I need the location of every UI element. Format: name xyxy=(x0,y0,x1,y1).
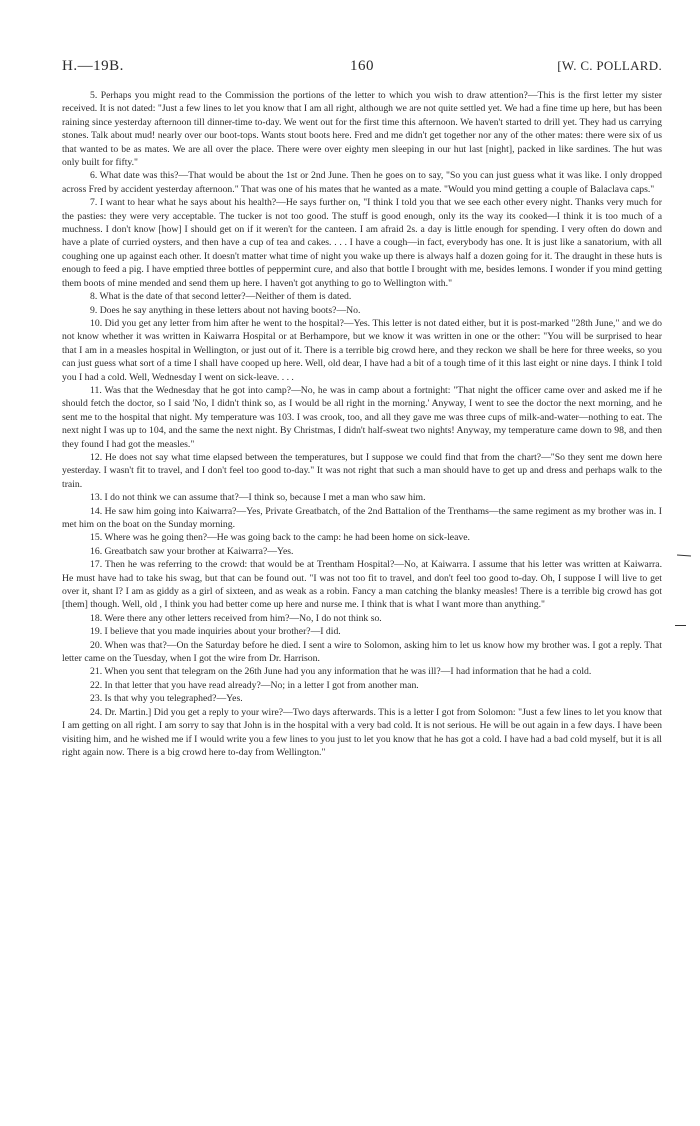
document-reference: H.—19B. xyxy=(62,58,124,74)
paragraph-17: 17. Then he was referring to the crowd: that would be at Trentham Hospital?—No, at Kaiwarra. I assume that his letter was written at Kaiwarra. He must have had to take his swag, but that can be found out. "I was not too fit to travel, and don't feel too good to-day. Oh, I suppose I will live to get over it, shant I? I am as giddy as a girl of sixteen, and as weak as a robin. Fancy a man catching the blanky measles! There is a terrible big crowd has got [them] though. Well, old , I think you had better come up here and nurse me. I think that is what I want more than anything." xyxy=(62,559,662,611)
paragraph-23: 23. Is that why you telegraphed?—Yes. xyxy=(90,693,243,705)
paragraph-21: 21. When you sent that telegram on the 26th June had you any information that he was ill?—I had information that he had a cold. xyxy=(90,666,592,678)
margin-mark xyxy=(677,555,691,557)
paragraph-6: 6. What date was this?—That would be about the 1st or 2nd June. Then he goes on to say, "So you can just guess what it was like. I only dropped across Fred by accident yesterday afternoon." That was one of his mates that he wanted as a mate. "Would you mind getting a couple of Balaclava caps." xyxy=(62,170,662,195)
paragraph-7: 7. I want to hear what he says about his health?—He says further on, "I think I told you that we see each other every night. Thanks very much for the pasties: they were very acceptable. The tucker is not too good. The stuff is good enough, only its the way its cooked—I think it is too much of a muchness. I don't know [how] I should get on if it weren't for the canteen. I am afraid 2s. a day is little enough for spending. I very often do down and have a plate of curried oysters, and then have a cup of tea and cakes. . . . I have a cough—in fact, everybody has one. It is just like a sanatorium, with all coughing one up against each other. It doesn't matter what time of night you wake up there is always half a dozen going for it. The draught in these huts is enough to feed a pig. I have emptied three bottles of peppermint cure, and also that bottle I brought with me, besides lemons. I wonder if you mind getting them boots of mine mended and send them up here. I haven't got anything to go to Wellington with." xyxy=(62,197,662,289)
margin-mark xyxy=(675,625,686,626)
page-body xyxy=(62,89,662,759)
witness-name: [W. C. POLLARD. xyxy=(557,58,662,73)
page-number: 160 xyxy=(350,58,374,74)
paragraph-8: 8. What is the date of that second letter?—Neither of them is dated. xyxy=(90,291,352,303)
paragraph-14: 14. He saw him going into Kaiwarra?—Yes, Private Greatbatch, of the 2nd Battalion of the Trenthams—the same regiment as my brother was in. I met him on the boat on the Sunday morning. xyxy=(62,505,662,530)
page-header xyxy=(62,58,662,75)
paragraph-20: 20. When was that?—On the Saturday before he died. I sent a wire to Solomon, asking him to let us know how my brother was. I got a reply. That letter came on the Tuesday, when I got the wire from Dr. Harrison. xyxy=(62,639,662,665)
paragraph-18: 18. Were there any other letters received from him?—No, I do not think so. xyxy=(90,612,382,624)
paragraph-24: 24. Dr. Martin.] Did you get a reply to your wire?—Two days afterwards. This is a letter I got from Solomon: "Just a few lines to let you know that I am getting on all right. I am sorry to say that John is in the hospital with a very bad cold. It is not serious. He will be out again in a few days. I have been visiting him, and he wished me if I would write you a few lines to you just to let you know that he has got a cold. I have had a bad cold myself, but it is all right again now. There is a big crowd here to-day from Wellington." xyxy=(62,706,662,758)
document-page xyxy=(62,58,662,759)
paragraph-11: 11. Was that the Wednesday that he got into camp?—No, he was in camp about a fortnight: "That night the officer came over and asked me if he should fetch the doctor, so I said 'No, I didn't think so, as I would be all right in the morning.' Anyway, I went to see the doctor the next morning, and he sent me to the hospital that night. My temperature was 103. I was crook, too, and all they gave me was three cups of milk-and-water—nothing to eat. The next night I was up to 104, and the same the next night. By Christmas, I didn't half-sweat two nights! Anyway, my temperature came down to 98, and then they found I had got the measles." xyxy=(62,384,662,450)
paragraph-19: 19. I believe that you made inquiries about your brother?—I did. xyxy=(90,626,341,638)
paragraph-13: 13. I do not think we can assume that?—I think so, because I met a man who saw him. xyxy=(90,492,426,504)
paragraph-15: 15. Where was he going then?—He was going back to the camp: he had been home on sick-leave. xyxy=(90,532,470,544)
paragraph-22: 22. In that letter that you have read already?—No; in a letter I got from another man. xyxy=(90,679,419,691)
paragraph-9: 9. Does he say anything in these letters about not having boots?—No. xyxy=(90,304,361,316)
paragraph-10: 10. Did you get any letter from him after he went to the hospital?—Yes. This letter is not dated either, but it is post-marked "28th June," and we do not know whether it was written in Kaiwarra Hospital or at Berhampore, but we know it was written in one or the other: "You will be surprised to hear that I am in a measles hospital in Wellington, or just out of it. There is a terrible big crowd here, and they reckon we shall be here for three weeks, so you can just guess what sort of a time I shall have cooped up here. Well, old dear, I have had a bit of a tough time of it this last eight or nine days. I think I told you I had a cold. Well, Wednesday I went on sick-leave. . . . xyxy=(62,317,662,383)
paragraph-5: 5. Perhaps you might read to the Commission the portions of the letter to which you wish to draw attention?—This is the first letter my sister received. It is not dated: "Just a few lines to let you know that I am all right, although we are not quite settled yet. We had a fine time up here, but has been raining since yesterday afternoon till dinner-time to-day. We went out for the first time this afternoon. We haven't started to drill yet. They had us carrying stones. Talk about mud! nearly over our boot-tops. Wants stout boots here. Fred and me didn't get together nor any of the other mates: there were six of us that wanted to be as mates. We are all over the place. There were over eighty men sleeping in our hut last [night], packed in like sardines. The hut was only built for fifty." xyxy=(62,90,662,169)
paragraph-16: 16. Greatbatch saw your brother at Kaiwarra?—Yes. xyxy=(90,545,294,557)
paragraph-12: 12. He does not say what time elapsed between the temperatures, but I suppose we could find that from the chart?—"So they sent me down here yesterday. I wasn't fit to travel, and I don't feel too good to-day." It was not right that such a man should have to get up and dress and perhaps walk to the train. xyxy=(62,451,662,490)
